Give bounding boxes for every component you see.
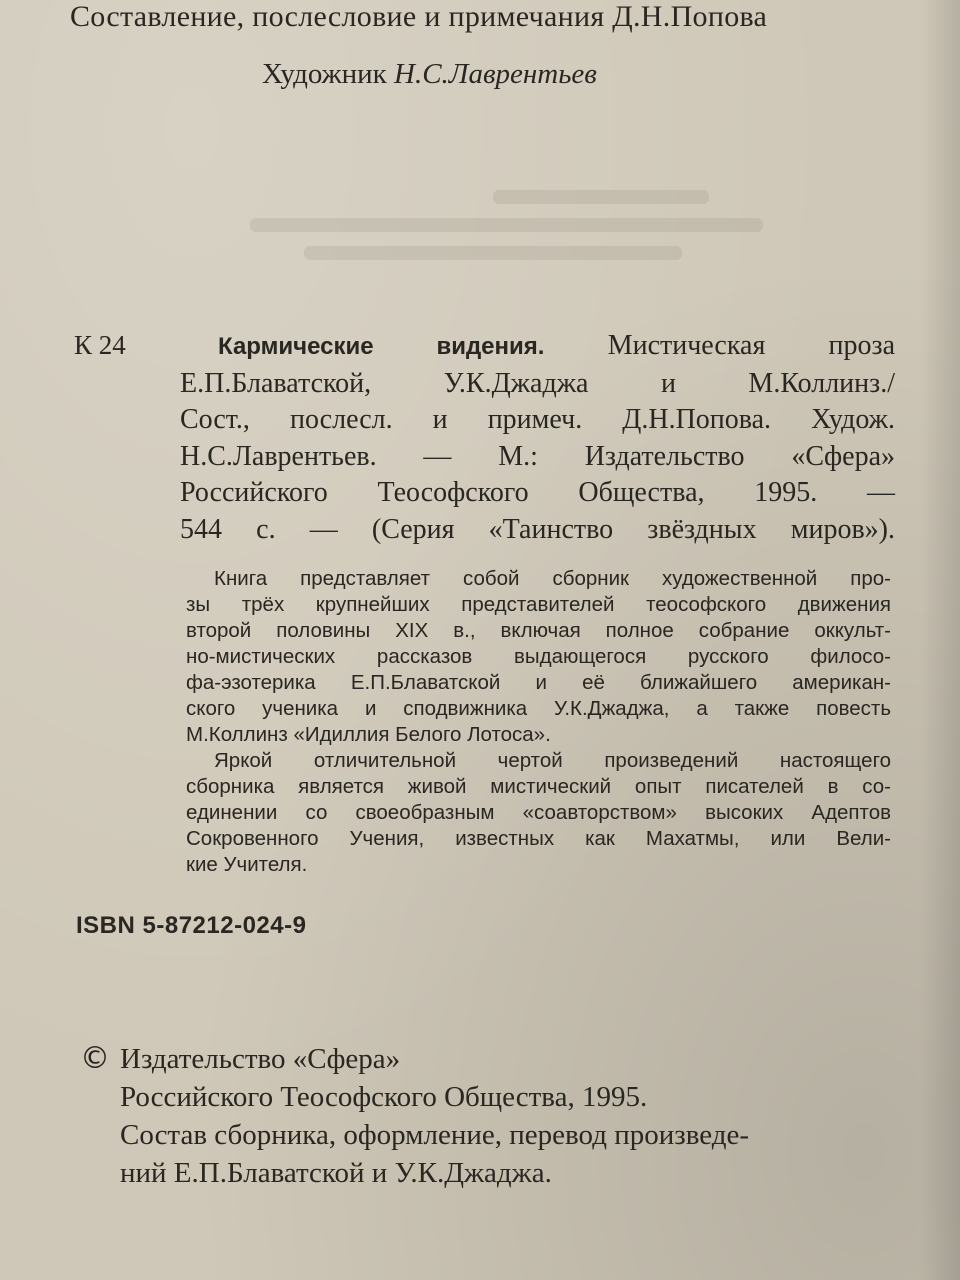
- abstract-line: зы трёх крупнейших представителей теософского движения: [186, 593, 891, 616]
- copyright-line: ний Е.П.Блаватской и У.К.Джаджа.: [120, 1157, 552, 1189]
- bleed-through-text: [250, 190, 790, 280]
- abstract: [186, 566, 891, 878]
- page-shadow: [920, 0, 960, 1280]
- book-title: Кармические видения.: [218, 333, 545, 360]
- abstract-line: Книга представляет собой сборник художественной про-: [214, 567, 891, 590]
- bib-line: Кармические видения. Мистическая проза: [218, 330, 896, 361]
- abstract-line: ского ученика и сподвижника У.К.Джаджа, а также повесть: [186, 697, 891, 720]
- bib-line: Н.С.Лаврентьев. — М.: Издательство «Сфера»: [180, 440, 895, 472]
- copyright-line: © Издательство «Сфера»: [80, 1041, 401, 1076]
- artist-name: Н.С.Лаврентьев: [394, 58, 597, 90]
- abstract-line: кие Учителя.: [186, 853, 308, 876]
- abstract-line: сборника является живой мистический опыт писателей в со-: [186, 775, 891, 798]
- bib-line: Е.П.Блаватской, У.К.Джаджа и М.Коллинз./: [180, 367, 895, 399]
- copyright-line: Состав сборника, оформление, перевод произведе-: [120, 1119, 749, 1151]
- abstract-line: М.Коллинз «Идиллия Белого Лотоса».: [186, 723, 551, 746]
- bib-line: 544 с. — (Серия «Таинство звёздных миров»).: [180, 513, 895, 545]
- bibliographic-record: [180, 328, 895, 548]
- abstract-line: фа-эзотерика Е.П.Блаватской и её ближайшего американ-: [186, 671, 891, 694]
- credits-line: Составление, послесловие и примечания Д.Н.Попова: [70, 0, 768, 33]
- abstract-line: второй половины XIX в., включая полное собрание оккульт-: [186, 619, 891, 642]
- abstract-line: единении со своеобразным «соавторством» высоких Адептов: [186, 801, 891, 824]
- copyright-icon: ©: [80, 1041, 110, 1076]
- bib-line: Российского Теософского Общества, 1995. —: [180, 477, 895, 508]
- abstract-line: но-мистических рассказов выдающегося русского филосо-: [186, 645, 891, 668]
- catalog-code: К 24: [74, 330, 126, 360]
- abstract-line: Яркой отличительной чертой произведений настоящего: [214, 749, 891, 772]
- abstract-line: Сокровенного Учения, известных как Махатмы, или Вели-: [186, 827, 891, 850]
- artist-line: [262, 58, 597, 91]
- isbn: ISBN 5-87212-024-9: [76, 912, 307, 939]
- artist-label: Художник: [262, 58, 387, 90]
- copyright-line: Российского Теософского Общества, 1995.: [120, 1081, 648, 1113]
- bib-line: Сост., послесл. и примеч. Д.Н.Попова. Худож.: [180, 404, 895, 435]
- copyright-block: [80, 1040, 749, 1192]
